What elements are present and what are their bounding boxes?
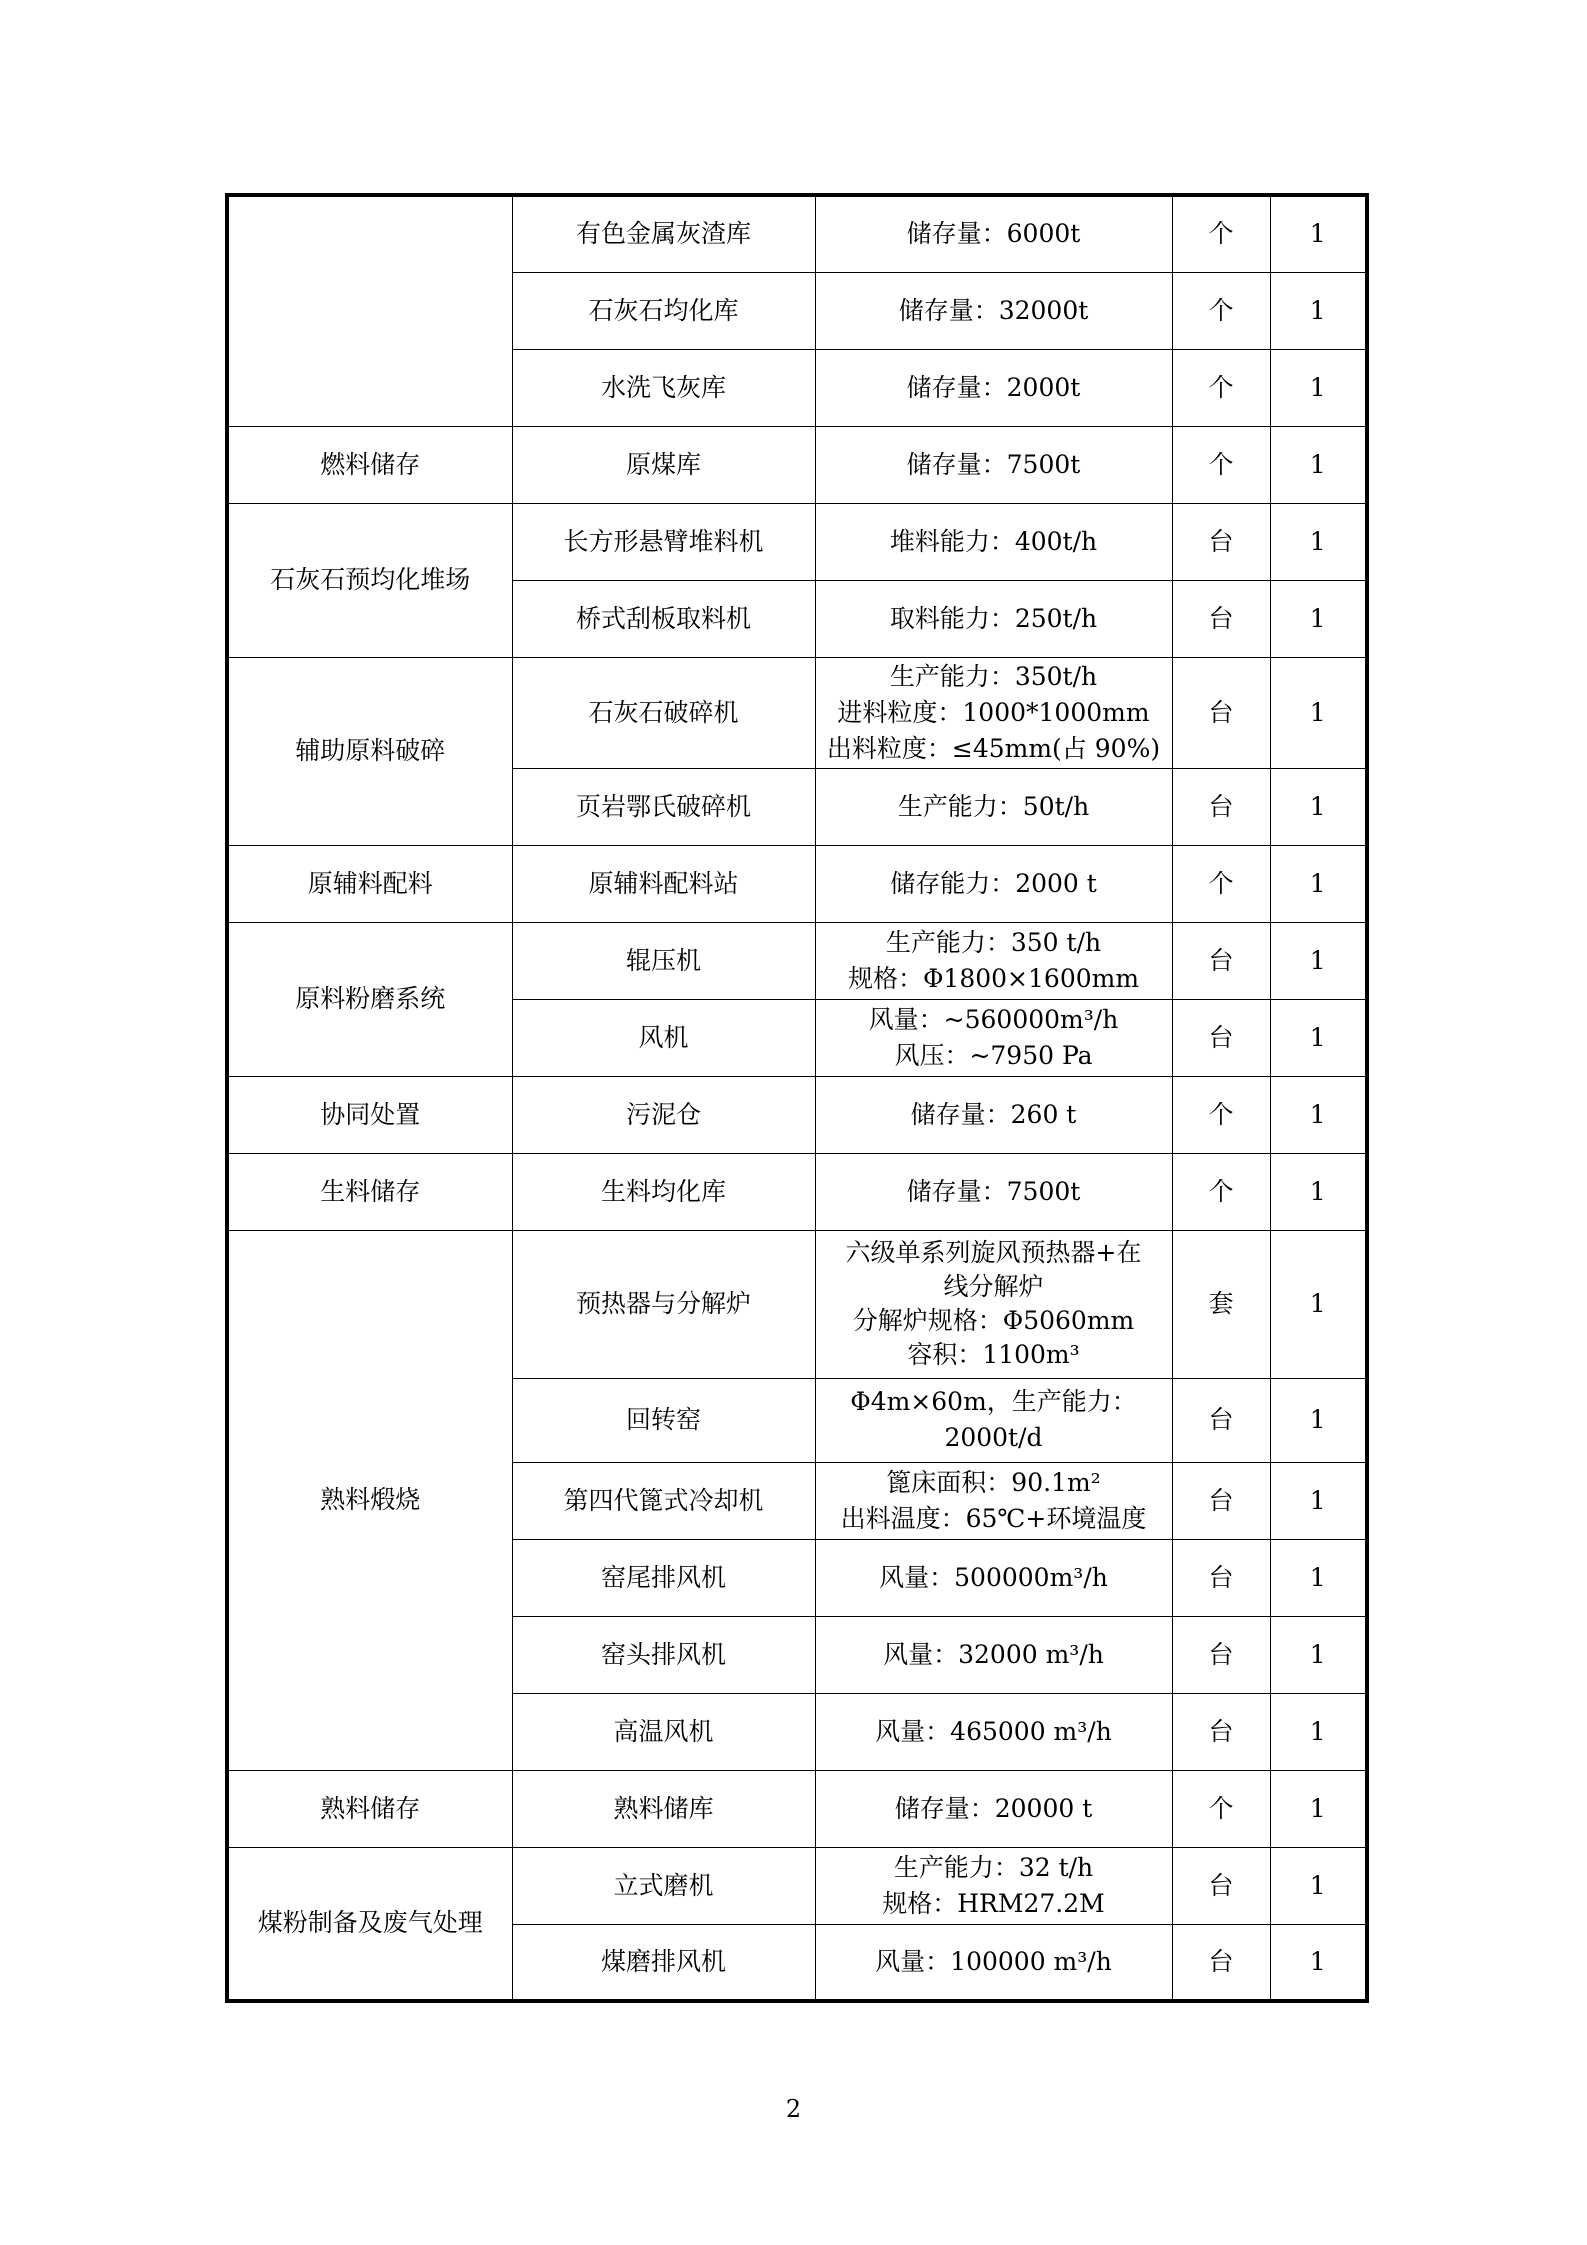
spec-cell	[815, 1616, 1172, 1693]
equipment-name-cell: 石灰石破碎机	[512, 657, 815, 768]
table-row	[227, 1847, 1367, 1924]
spec-cell	[815, 1230, 1172, 1378]
page-number: 2	[785, 2095, 802, 2123]
quantity-cell: 1	[1270, 922, 1367, 999]
unit-cell: 个	[1172, 1076, 1270, 1153]
unit-cell: 个	[1172, 1770, 1270, 1847]
spec-line: 分解炉规格：Φ5060mm	[852, 1306, 1135, 1335]
spec-line: 进料粒度：1000*1000mm	[837, 697, 1150, 727]
equipment-name-cell: 辊压机	[512, 922, 815, 999]
unit-cell: 台	[1172, 1462, 1270, 1539]
spec-line: 储存量：7500t	[906, 449, 1081, 479]
unit-cell: 个	[1172, 272, 1270, 349]
equipment-name-cell: 原煤库	[512, 426, 815, 503]
spec-line: 规格：HRM27.2M	[882, 1888, 1105, 1918]
spec-cell	[815, 195, 1172, 272]
quantity-cell: 1	[1270, 657, 1367, 768]
category-cell: 原料粉磨系统	[227, 922, 512, 1076]
spec-line: 2000t/d	[944, 1423, 1043, 1452]
spec-line: 风量：500000m³/h	[879, 1562, 1108, 1592]
spec-line: 储存量：2000t	[906, 372, 1081, 402]
equipment-name-cell: 桥式刮板取料机	[512, 580, 815, 657]
unit-cell: 个	[1172, 195, 1270, 272]
table-row	[227, 503, 1367, 580]
quantity-cell: 1	[1270, 1847, 1367, 1924]
spec-line: 风量：32000 m³/h	[883, 1639, 1104, 1669]
equipment-name-cell: 高温风机	[512, 1693, 815, 1770]
equipment-name-cell: 回转窑	[512, 1378, 815, 1462]
spec-line: 储存量：20000 t	[894, 1793, 1093, 1823]
spec-line: 规格：Φ1800×1600mm	[847, 963, 1140, 993]
spec-line: 风量：100000 m³/h	[875, 1946, 1112, 1976]
spec-cell	[815, 1076, 1172, 1153]
table-row	[227, 657, 1367, 768]
table-row	[227, 1076, 1367, 1153]
unit-cell: 台	[1172, 999, 1270, 1076]
spec-cell	[815, 845, 1172, 922]
quantity-cell: 1	[1270, 503, 1367, 580]
quantity-cell: 1	[1270, 1539, 1367, 1616]
spec-line: 储存量：7500t	[906, 1176, 1081, 1206]
table-row	[227, 1770, 1367, 1847]
quantity-cell: 1	[1270, 1230, 1367, 1378]
unit-cell: 台	[1172, 503, 1270, 580]
equipment-name-cell: 原辅料配料站	[512, 845, 815, 922]
unit-cell: 个	[1172, 1153, 1270, 1230]
table-row	[227, 1230, 1367, 1378]
quantity-cell: 1	[1270, 349, 1367, 426]
quantity-cell: 1	[1270, 1616, 1367, 1693]
equipment-name-cell: 熟料储库	[512, 1770, 815, 1847]
equipment-name-cell: 窑头排风机	[512, 1616, 815, 1693]
category-cell: 煤粉制备及废气处理	[227, 1847, 512, 2001]
quantity-cell: 1	[1270, 1153, 1367, 1230]
category-cell: 协同处置	[227, 1076, 512, 1153]
spec-line: 堆料能力：400t/h	[889, 526, 1098, 556]
spec-cell	[815, 1847, 1172, 1924]
equipment-name-cell: 风机	[512, 999, 815, 1076]
category-cell: 生料储存	[227, 1153, 512, 1230]
quantity-cell: 1	[1270, 845, 1367, 922]
spec-line: 储存量：260 t	[910, 1099, 1077, 1129]
quantity-cell: 1	[1270, 1462, 1367, 1539]
quantity-cell: 1	[1270, 272, 1367, 349]
spec-line: 出料粒度：≤45mm(占 90%)	[826, 733, 1161, 763]
equipment-table	[225, 193, 1369, 2003]
spec-line: 六级单系列旋风预热器+在	[845, 1238, 1142, 1267]
equipment-name-cell: 第四代篦式冷却机	[512, 1462, 815, 1539]
spec-cell	[815, 272, 1172, 349]
spec-cell	[815, 657, 1172, 768]
spec-line: 生产能力：350t/h	[889, 661, 1098, 691]
category-cell: 原辅料配料	[227, 845, 512, 922]
quantity-cell: 1	[1270, 426, 1367, 503]
category-cell: 石灰石预均化堆场	[227, 503, 512, 657]
spec-cell	[815, 1378, 1172, 1462]
equipment-name-cell: 页岩鄂氏破碎机	[512, 768, 815, 845]
spec-cell	[815, 349, 1172, 426]
equipment-name-cell: 生料均化库	[512, 1153, 815, 1230]
spec-line: 生产能力：32 t/h	[893, 1852, 1094, 1882]
equipment-name-cell: 长方形悬臂堆料机	[512, 503, 815, 580]
spec-line: 储存能力：2000 t	[890, 868, 1097, 898]
spec-cell	[815, 1153, 1172, 1230]
quantity-cell: 1	[1270, 1076, 1367, 1153]
unit-cell: 台	[1172, 1693, 1270, 1770]
spec-cell	[815, 922, 1172, 999]
quantity-cell: 1	[1270, 1693, 1367, 1770]
category-cell: 熟料煅烧	[227, 1230, 512, 1770]
unit-cell: 套	[1172, 1230, 1270, 1378]
unit-cell: 台	[1172, 580, 1270, 657]
spec-cell	[815, 503, 1172, 580]
equipment-name-cell: 有色金属灰渣库	[512, 195, 815, 272]
spec-line: 线分解炉	[943, 1272, 1044, 1301]
unit-cell: 个	[1172, 426, 1270, 503]
spec-cell	[815, 768, 1172, 845]
spec-line: 容积：1100m³	[907, 1340, 1080, 1369]
quantity-cell: 1	[1270, 1770, 1367, 1847]
equipment-name-cell: 石灰石均化库	[512, 272, 815, 349]
table-row	[227, 195, 1367, 272]
category-cell: 燃料储存	[227, 426, 512, 503]
equipment-name-cell: 立式磨机	[512, 1847, 815, 1924]
spec-cell	[815, 1770, 1172, 1847]
spec-line: 生产能力：350 t/h	[885, 927, 1102, 957]
equipment-name-cell: 水洗飞灰库	[512, 349, 815, 426]
unit-cell: 台	[1172, 1616, 1270, 1693]
quantity-cell: 1	[1270, 1924, 1367, 2001]
spec-cell	[815, 999, 1172, 1076]
table-row	[227, 1153, 1367, 1230]
spec-line: 储存量：6000t	[906, 219, 1081, 249]
equipment-name-cell: 污泥仓	[512, 1076, 815, 1153]
quantity-cell: 1	[1270, 580, 1367, 657]
spec-cell	[815, 1462, 1172, 1539]
spec-line: Φ4m×60m，生产能力：	[850, 1387, 1137, 1416]
spec-line: 生产能力：50t/h	[897, 791, 1090, 821]
unit-cell: 台	[1172, 922, 1270, 999]
spec-line: 风量：~560000m³/h	[868, 1004, 1119, 1034]
quantity-cell: 1	[1270, 1378, 1367, 1462]
equipment-name-cell: 预热器与分解炉	[512, 1230, 815, 1378]
category-cell: 辅助原料破碎	[227, 657, 512, 845]
spec-cell	[815, 580, 1172, 657]
category-cell	[227, 195, 512, 426]
unit-cell: 台	[1172, 1378, 1270, 1462]
unit-cell: 个	[1172, 845, 1270, 922]
table-row	[227, 922, 1367, 999]
equipment-name-cell: 窑尾排风机	[512, 1539, 815, 1616]
unit-cell: 台	[1172, 1924, 1270, 2001]
unit-cell: 个	[1172, 349, 1270, 426]
quantity-cell: 1	[1270, 195, 1367, 272]
quantity-cell: 1	[1270, 768, 1367, 845]
unit-cell: 台	[1172, 657, 1270, 768]
unit-cell: 台	[1172, 1539, 1270, 1616]
equipment-name-cell: 煤磨排风机	[512, 1924, 815, 2001]
spec-cell	[815, 426, 1172, 503]
table-row	[227, 426, 1367, 503]
spec-line: 储存量：32000t	[898, 295, 1089, 325]
category-cell: 熟料储存	[227, 1770, 512, 1847]
spec-line: 出料温度：65℃+环境温度	[840, 1503, 1147, 1533]
unit-cell: 台	[1172, 768, 1270, 845]
unit-cell: 台	[1172, 1847, 1270, 1924]
spec-line: 风量：465000 m³/h	[875, 1716, 1112, 1746]
spec-line: 篦床面积：90.1m²	[886, 1467, 1101, 1497]
spec-line: 取料能力：250t/h	[889, 603, 1098, 633]
table-row	[227, 845, 1367, 922]
spec-line: 风压：~7950 Pa	[894, 1040, 1093, 1070]
spec-cell	[815, 1924, 1172, 2001]
quantity-cell: 1	[1270, 999, 1367, 1076]
spec-cell	[815, 1693, 1172, 1770]
spec-cell	[815, 1539, 1172, 1616]
